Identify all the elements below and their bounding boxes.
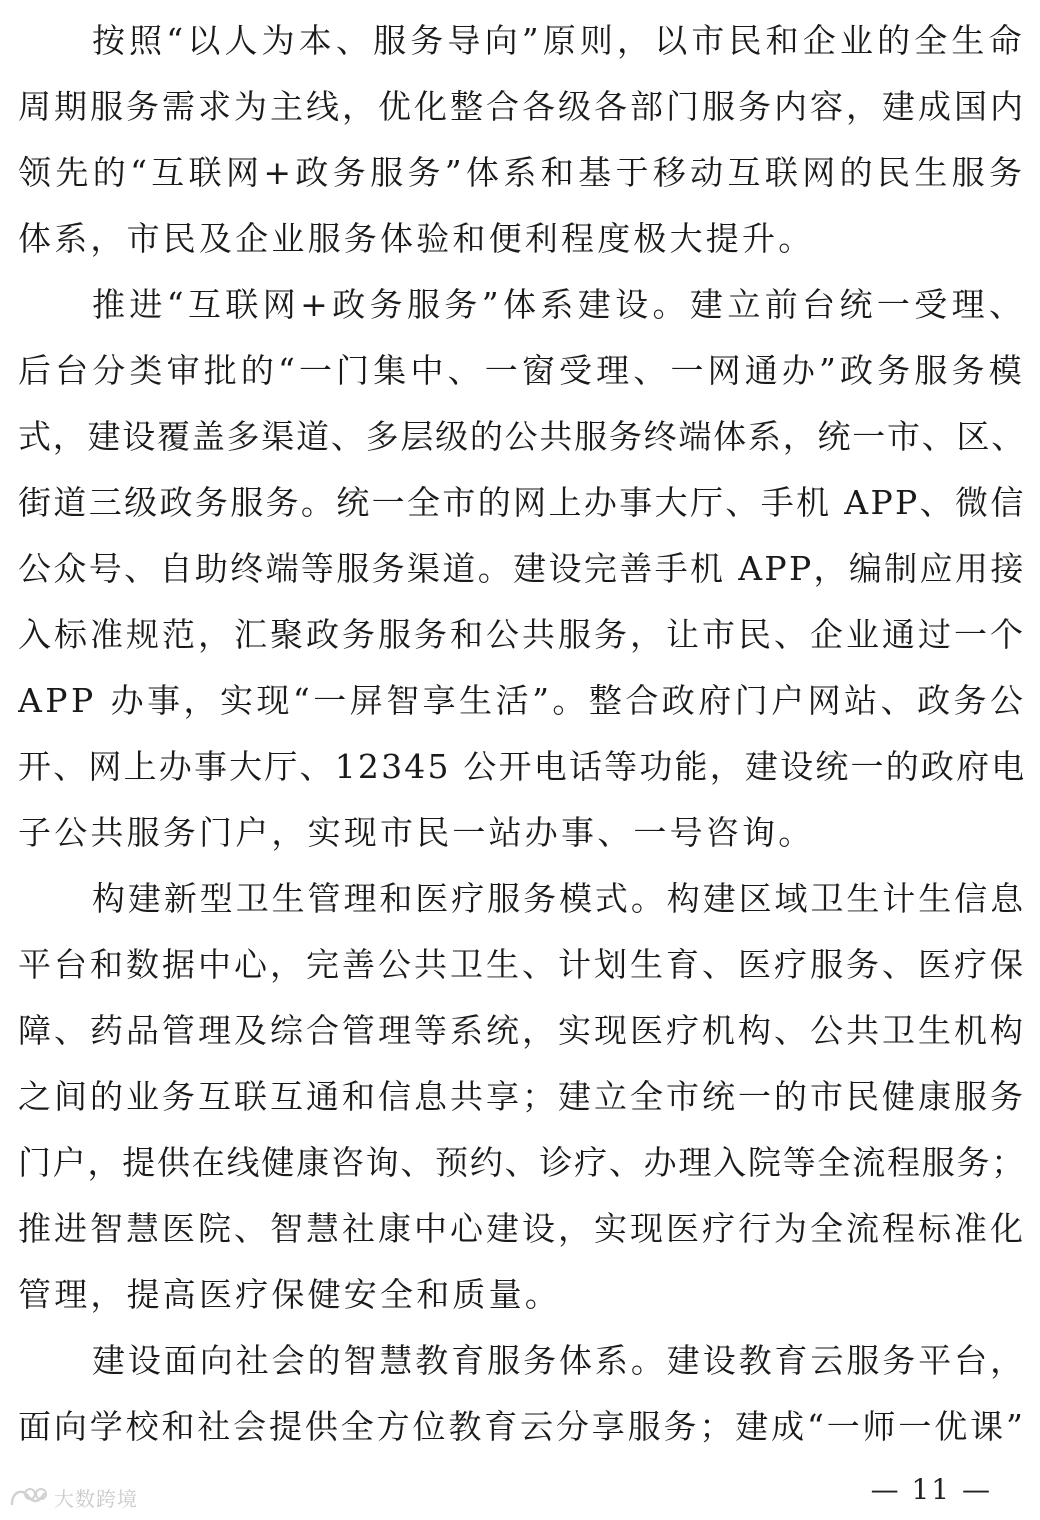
text-line: 入标准规范，汇聚政务服务和公共服务，让市民、企业通过一个: [18, 615, 1026, 654]
page-number: — 11 —: [870, 1473, 992, 1506]
text-line: 门户，提供在线健康咨询、预约、诊疗、办理入院等全流程服务；: [18, 1143, 1026, 1182]
text-line: 开、网上办事大厅、12345 公开电话等功能，建设统一的政府电: [18, 747, 1026, 786]
paragraph: [18, 8, 1026, 272]
document-body: [18, 8, 1026, 1460]
text-line: 之间的业务互联互通和信息共享；建立全市统一的市民健康服务: [18, 1077, 1026, 1116]
watermark: [8, 1482, 138, 1512]
text-line: 领先的“互联网+政务服务”体系和基于移动互联网的民生服务: [18, 153, 1026, 192]
text-line: 推进“互联网+政务服务”体系建设。建立前台统一受理、: [92, 285, 1026, 324]
text-line: 后台分类审批的“一门集中、一窗受理、一网通办”政务服务模: [18, 351, 1026, 390]
text-line: 障、药品管理及综合管理等系统，实现医疗机构、公共卫生机构: [18, 1011, 1026, 1050]
text-line: 构建新型卫生管理和医疗服务模式。构建区域卫生计生信息: [92, 879, 1026, 918]
text-line: 式，建设覆盖多渠道、多层级的公共服务终端体系，统一市、区、: [18, 417, 1026, 456]
text-line: 体系，市民及企业服务体验和便利程度极大提升。: [18, 219, 815, 258]
text-line: 平台和数据中心，完善公共卫生、计划生育、医疗服务、医疗保: [18, 945, 1026, 984]
text-line: 公众号、自助终端等服务渠道。建设完善手机 APP，编制应用接: [18, 549, 1026, 588]
text-line: APP 办事，实现“一屏智享生活”。整合政府门户网站、政务公: [18, 681, 1026, 720]
paragraph: [18, 1328, 1026, 1460]
page-footer: [0, 1460, 1040, 1520]
text-line: 周期服务需求为主线，优化整合各级各部门服务内容，建成国内: [18, 87, 1026, 126]
text-line: 建设面向社会的智慧教育服务体系。建设教育云服务平台，: [92, 1341, 1026, 1380]
text-line: 推进智慧医院、智慧社康中心建设，实现医疗行为全流程标准化: [18, 1209, 1026, 1248]
text-line: 子公共服务门户，实现市民一站办事、一号咨询。: [18, 813, 815, 852]
text-line: 按照“以人为本、服务导向”原则，以市民和企业的全生命: [92, 21, 1026, 60]
watermark-logo-icon: [8, 1484, 50, 1510]
text-line: 面向学校和社会提供全方位教育云分享服务；建成“一师一优课”: [18, 1407, 1026, 1446]
paragraph: [18, 272, 1026, 866]
text-line: 管理，提高医疗保健安全和质量。: [18, 1275, 561, 1314]
watermark-text: 大数跨境: [54, 1486, 138, 1511]
paragraph: [18, 866, 1026, 1328]
text-line: 街道三级政务服务。统一全市的网上办事大厅、手机 APP、微信: [18, 483, 1026, 522]
